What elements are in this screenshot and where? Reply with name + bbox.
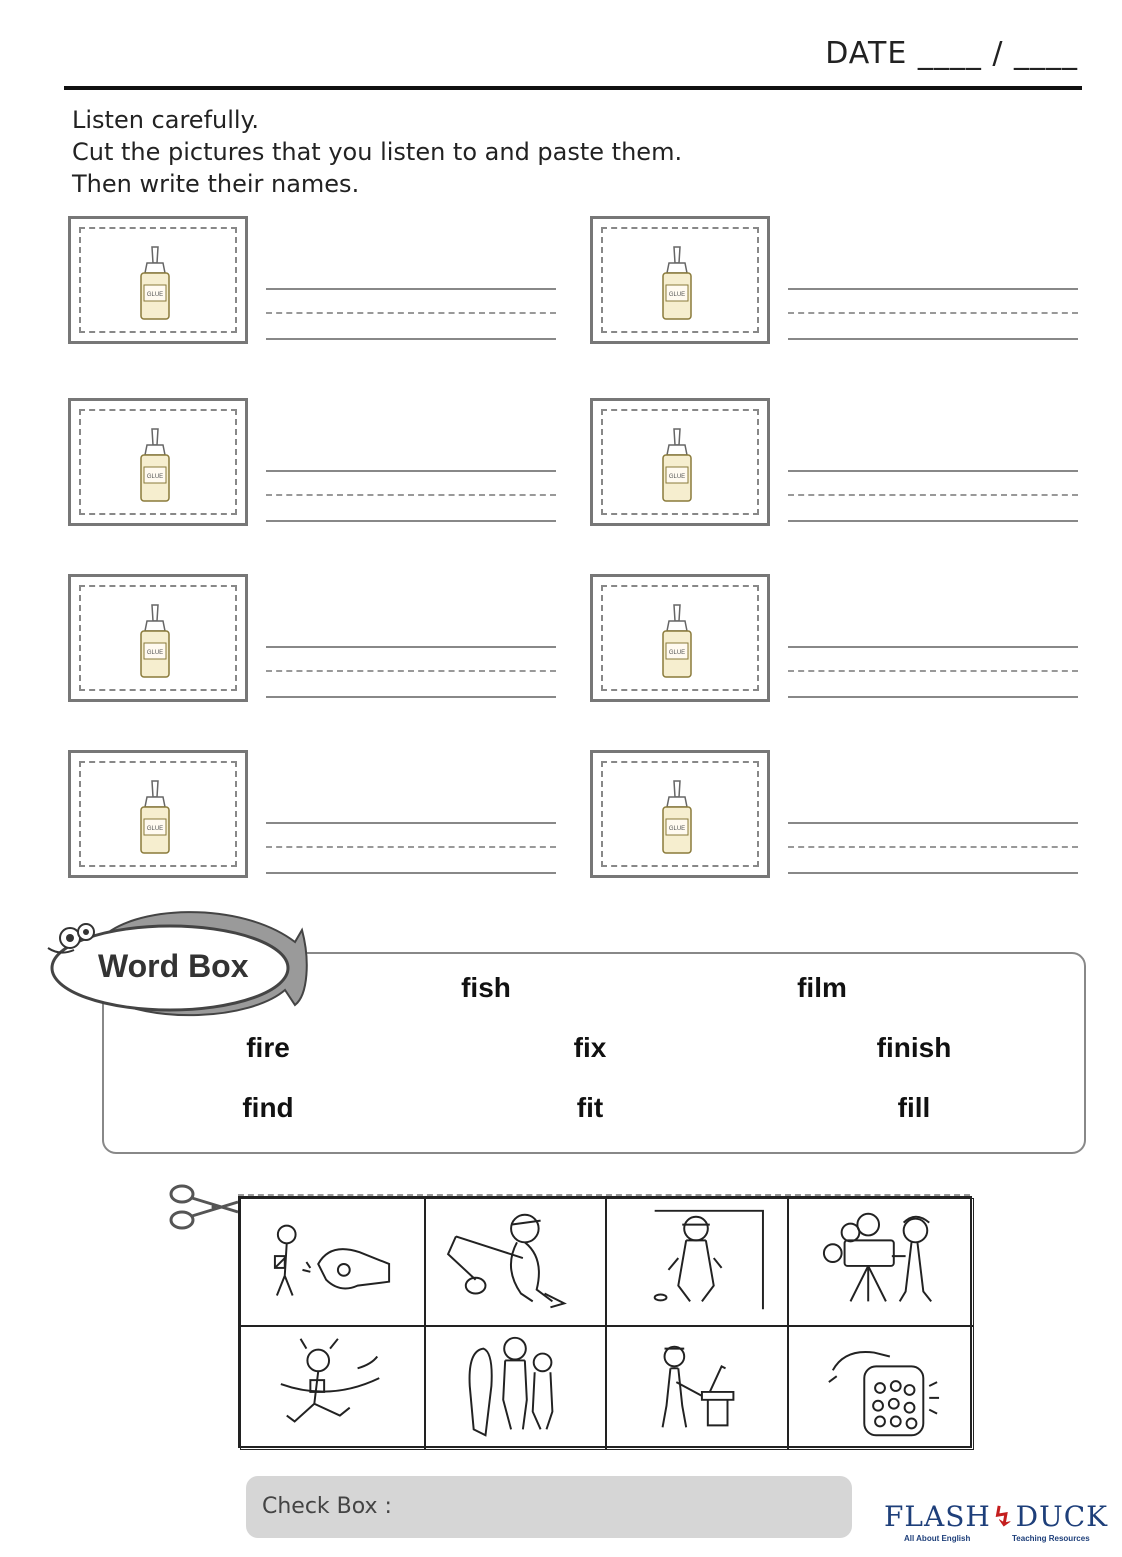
- logo-brand-left: FLASH: [884, 1500, 991, 1533]
- picture-fire[interactable]: [606, 1198, 788, 1326]
- top-line: [788, 470, 1078, 472]
- glue-label: GLUE: [146, 826, 164, 832]
- top-line: [788, 288, 1078, 290]
- header-divider: [64, 86, 1082, 90]
- glue-bottle-icon: [657, 425, 697, 505]
- glue-bottle-icon: [135, 777, 175, 857]
- word-fix: fix: [573, 1032, 607, 1063]
- glue-label: GLUE: [668, 826, 686, 832]
- picture-fit[interactable]: [425, 1326, 606, 1450]
- writing-lines-3[interactable]: [266, 470, 556, 530]
- picture-fix[interactable]: [606, 1326, 788, 1450]
- word-finish: finish: [876, 1032, 952, 1063]
- top-line: [266, 646, 556, 648]
- word-fish: fish: [461, 972, 511, 1003]
- mid-dashed-line: [788, 312, 1078, 314]
- writing-lines-5[interactable]: [266, 646, 556, 706]
- logo-brand: [884, 1500, 1108, 1533]
- scissors-icon: [168, 1182, 240, 1232]
- instruction-line-1: Listen carefully.: [72, 106, 259, 134]
- paste-box-8[interactable]: [590, 750, 770, 878]
- writing-lines-6[interactable]: [788, 646, 1078, 706]
- base-line: [266, 520, 556, 522]
- paste-box-2[interactable]: [590, 216, 770, 344]
- word-box-title: Word Box: [98, 948, 249, 984]
- top-line: [266, 288, 556, 290]
- check-box[interactable]: [246, 1476, 852, 1538]
- glue-label: GLUE: [668, 650, 686, 656]
- word-fill: fill: [897, 1092, 931, 1123]
- glue-bottle-icon: [135, 243, 175, 323]
- base-line: [788, 520, 1078, 522]
- base-line: [788, 696, 1078, 698]
- writing-lines-8[interactable]: [788, 822, 1078, 882]
- logo-tagline-left: All About English: [904, 1534, 971, 1543]
- glue-label: GLUE: [668, 292, 686, 298]
- top-line: [788, 646, 1078, 648]
- word-find: find: [242, 1092, 294, 1123]
- date-label: DATE ____ / ____: [825, 36, 1078, 71]
- base-line: [266, 696, 556, 698]
- writing-lines-1[interactable]: [266, 288, 556, 348]
- mid-dashed-line: [266, 312, 556, 314]
- glue-bottle-icon: [135, 601, 175, 681]
- glue-bottle-icon: [135, 425, 175, 505]
- glue-bottle-icon: [657, 777, 697, 857]
- lightning-icon: ↯: [990, 1500, 1016, 1533]
- writing-lines-4[interactable]: [788, 470, 1078, 530]
- instruction-line-3: Then write their names.: [72, 170, 360, 198]
- base-line: [266, 872, 556, 874]
- mid-dashed-line: [266, 846, 556, 848]
- base-line: [266, 338, 556, 340]
- logo-tagline-right: Teaching Resources: [1012, 1534, 1090, 1543]
- picture-finish[interactable]: [240, 1326, 425, 1450]
- mid-dashed-line: [788, 846, 1078, 848]
- paste-box-1[interactable]: [68, 216, 248, 344]
- instructions: [72, 104, 682, 200]
- logo-brand-right: DUCK: [1015, 1500, 1109, 1533]
- word-fit: fit: [576, 1092, 604, 1123]
- glue-bottle-icon: [657, 601, 697, 681]
- paste-box-5[interactable]: [68, 574, 248, 702]
- cutout-pictures-grid: [238, 1196, 972, 1448]
- mid-dashed-line: [266, 670, 556, 672]
- glue-label: GLUE: [146, 650, 164, 656]
- word-film: film: [797, 972, 847, 1003]
- picture-film[interactable]: [788, 1198, 974, 1326]
- top-line: [266, 470, 556, 472]
- picture-find[interactable]: [240, 1198, 425, 1326]
- base-line: [788, 872, 1078, 874]
- base-line: [788, 338, 1078, 340]
- glue-bottle-icon: [657, 243, 697, 323]
- mid-dashed-line: [266, 494, 556, 496]
- top-line: [266, 822, 556, 824]
- glue-label: GLUE: [668, 474, 686, 480]
- picture-fish[interactable]: [425, 1198, 606, 1326]
- word-fire: fire: [246, 1032, 290, 1063]
- check-box-label: Check Box :: [262, 1494, 392, 1519]
- glue-label: GLUE: [146, 292, 164, 298]
- top-line: [788, 822, 1078, 824]
- writing-lines-2[interactable]: [788, 288, 1078, 348]
- mid-dashed-line: [788, 494, 1078, 496]
- paste-box-3[interactable]: [68, 398, 248, 526]
- writing-lines-7[interactable]: [266, 822, 556, 882]
- paste-box-6[interactable]: [590, 574, 770, 702]
- glue-label: GLUE: [146, 474, 164, 480]
- paste-box-4[interactable]: [590, 398, 770, 526]
- instruction-line-2: Cut the pictures that you listen to and paste them.: [72, 138, 683, 166]
- mid-dashed-line: [788, 670, 1078, 672]
- picture-fill[interactable]: [788, 1326, 974, 1450]
- paste-box-7[interactable]: [68, 750, 248, 878]
- logo: [884, 1500, 1114, 1550]
